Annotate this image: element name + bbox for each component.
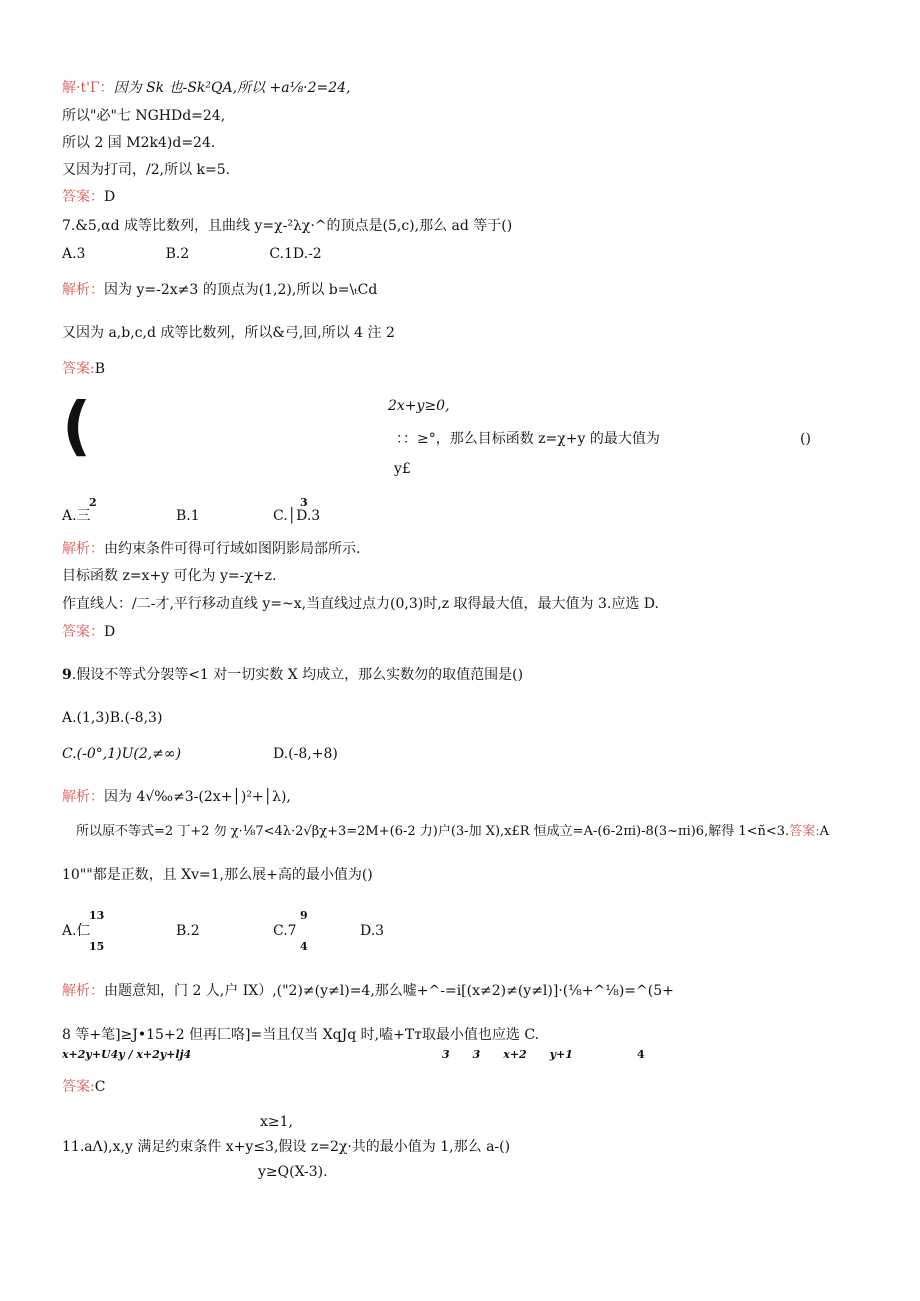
answer-value: B	[94, 361, 106, 377]
fraction-numerator: 3	[300, 496, 308, 509]
fraction-denominator: 15	[89, 940, 105, 953]
question-7: 7.&5,αd 成等比数列，且曲线 y=χ-²λχ·^的顶点是(5,c),那么 ad 等于()	[62, 218, 513, 234]
option-b: B.1	[176, 508, 200, 524]
solution-10-denominators: x+2y+U4y / x+2y+lj4	[62, 1048, 192, 1061]
answer-value: D	[104, 189, 116, 205]
solution-7	[62, 281, 377, 299]
answer-label: 答案:	[789, 824, 820, 839]
question-number: 9	[62, 667, 72, 683]
solution-label: 解析：	[62, 983, 104, 999]
question-11-constraint-3: y≥Q(X-3).	[258, 1164, 328, 1180]
question-8-constraint-2: ：：≥°，那么目标函数 z=χ+y 的最大值为	[396, 431, 660, 447]
solution-label: 解析：	[62, 789, 104, 805]
solution-text: 所以原不等式=2 丁+2 勿 χ·⅛7<4λ·2√βχ+3=2M+(6-2 力)户(3-加 X),x£R 恒成立=A-(6-2πi)-8(3~πi)6,解得 1<ñ<3.	[76, 824, 790, 839]
answer-10	[62, 1078, 105, 1096]
solution-label: 解析：	[62, 282, 104, 298]
question-text: .假设不等式分袈等<1 对一切实数 X 均成立，那么实数勿的取值范围是()	[71, 667, 524, 683]
answer-value: D	[104, 624, 116, 640]
solution-text: 因为 y=-2x≠3 的顶点为(1,2),所以 b=\ₜCd	[104, 282, 378, 298]
fraction-denominator: 4	[300, 940, 308, 953]
solution-label: 解·t'Γ：	[62, 80, 114, 96]
answer-label: 答案：	[62, 189, 104, 205]
solution-label: 解析：	[62, 541, 104, 557]
solution-text: 由题意知，门 2 人,户 IX）,("2)≠(y≠l)=4,那么嘘+^-=i[(x≠2)≠(y≠l)]·(⅛+^⅛)=^(5+	[104, 983, 674, 999]
question-11: 11.aΛ),x,y 满足约束条件 x+y≤3,假设 z=2χ·共的最小值为 1,那么 a-()	[62, 1139, 511, 1155]
solution-text: 由约束条件可得可行域如图阴影局部所示.	[104, 541, 361, 557]
fraction-numerator: 9	[300, 909, 308, 922]
solution-6-line-1	[62, 79, 351, 97]
option-c-d: C.│D.3	[273, 508, 321, 524]
solution-8-line-2: 目标函数 z=x+y 可化为 y=-χ+z.	[62, 568, 277, 584]
fraction-numerator: 13	[89, 909, 105, 922]
solution-9-line-2	[76, 823, 829, 841]
answer-label: 答案:	[62, 361, 95, 377]
solution-10-denominators: 4	[637, 1048, 645, 1061]
question-9	[62, 666, 523, 684]
solution-9	[62, 788, 291, 806]
answer-7	[62, 360, 105, 378]
answer-value: A	[819, 824, 829, 839]
question-7-options: A.3 B.2 C.1D.-2	[62, 246, 322, 262]
solution-10-line-2: 8 等+笔]≥J•15+2 但再匚咯]=当且仅当 XqJq 时,嗑+Tᴛ取最小值也应选 C.	[62, 1027, 540, 1043]
solution-8-line-3: 作直线人：/二-才,平行移动直线 y=~x,当直线过点力(0,3)时,z 取得最大值，最大值为 3.应选 D.	[62, 596, 659, 612]
answer-6	[62, 188, 115, 206]
solution-6-line-4: 又因为打司，/2,所以 k=5.	[62, 162, 231, 178]
question-8-constraint-3: y£	[394, 461, 411, 477]
option-a: A.仁	[62, 923, 91, 939]
solution-10	[62, 982, 674, 1000]
answer-8	[62, 623, 115, 641]
solution-6-line-2: 所以"必"七 NGHDd=24,	[62, 108, 226, 124]
answer-label: 答案:	[62, 1079, 95, 1095]
answer-label: 答案：	[62, 624, 104, 640]
solution-text: 因为 4√‰≠3-(2x+│)²+│λ),	[104, 789, 291, 805]
question-8-constraint-1: 2x+y≥0,	[388, 398, 450, 414]
answer-value: C	[94, 1079, 106, 1095]
question-9-options-ab: A.(1,3)B.(-8,3)	[62, 710, 163, 726]
question-9-option-d: D.(-8,+8)	[273, 746, 338, 762]
option-a: A.三	[62, 508, 91, 524]
option-b: B.2	[176, 923, 200, 939]
question-10: 10""都是正数，且 Xv=1,那么展+高的最小值为()	[62, 867, 373, 883]
option-c: C.7	[273, 923, 297, 939]
question-11-constraint-1: x≥1,	[260, 1114, 293, 1130]
solution-7-line-2: 又因为 a,b,c,d 成等比数列，所以&弓,回,所以 4 注 2	[62, 325, 395, 341]
question-9-option-c: C.(-0°,1)U(2,≠∞)	[62, 746, 182, 762]
constraint-brace: (	[62, 390, 92, 464]
solution-10-denominators: 3 3 x+2 y+1	[442, 1048, 573, 1061]
solution-text: 因为 Sk 也-Sk²QA,所以 +a⅛·2=24,	[113, 80, 351, 96]
option-d: D.3	[360, 923, 385, 939]
question-8-blank: ()	[800, 431, 811, 447]
solution-8	[62, 540, 360, 558]
solution-6-line-3: 所以 2 国 M2k4)d=24.	[62, 135, 216, 151]
fraction-numerator: 2	[89, 496, 97, 509]
